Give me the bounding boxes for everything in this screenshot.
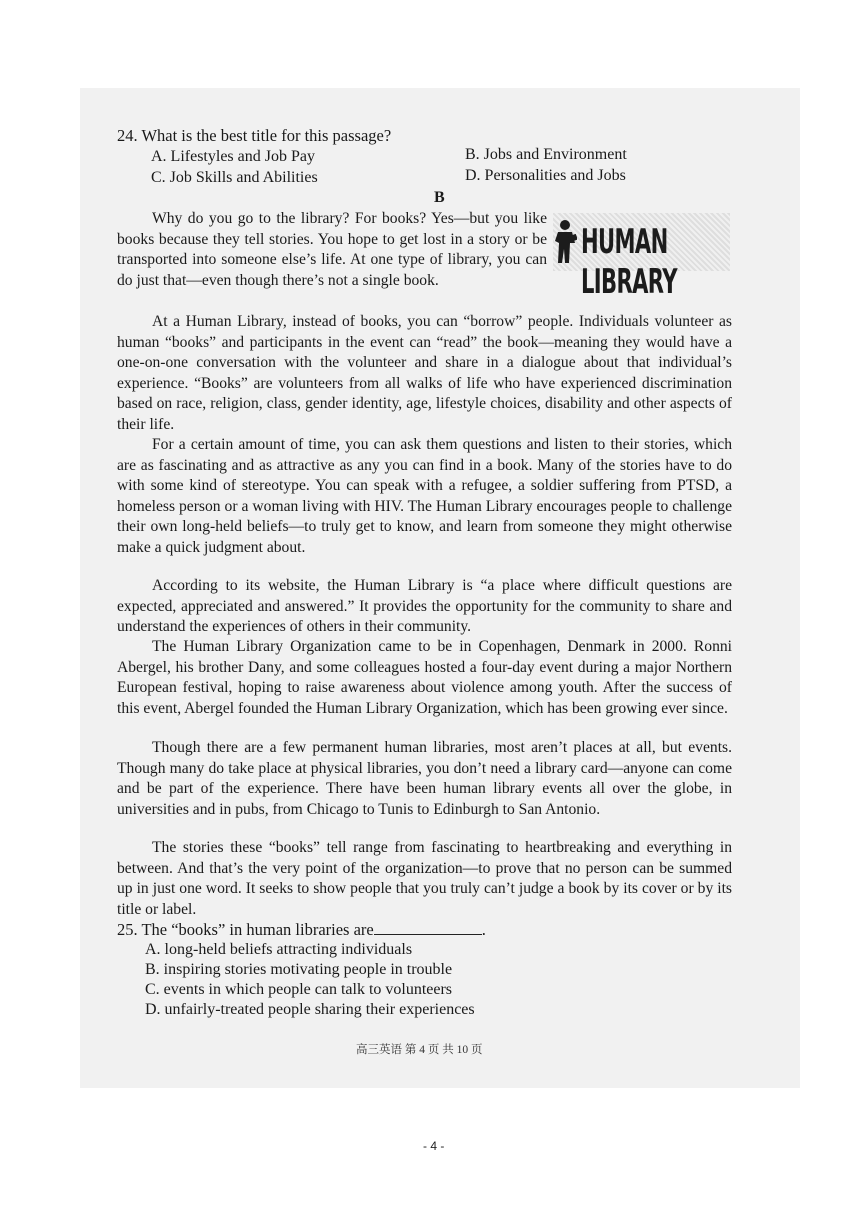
question-24-stem — [117, 126, 391, 146]
human-library-logo — [553, 213, 730, 302]
q25-option-d: D. unfairly-treated people sharing their experiences — [145, 1001, 475, 1018]
person-icon — [555, 219, 577, 265]
passage-paragraph-6: Though there are a few permanent human libraries, most aren’t places at all, but events. Though many do take place at physical libraries, you don’t need a library card—anyone can come and be part of the experience. There have been human library events all over the globe, in universities and in pubs, from Chicago to Tunis to Edinburgh to San Antonio. — [117, 739, 732, 818]
logo-text: HUMAN LIBRARY — [581, 222, 677, 302]
q24-option-b: B. Jobs and Environment — [465, 146, 627, 163]
passage-paragraph-4: According to its website, the Human Library is “a place where difficult questions are expected, appreciated and answered.” It provides the opportunity for the community to share and understand the experiences of others in their community. — [117, 577, 732, 636]
passage-paragraph-2: At a Human Library, instead of books, you can “borrow” people. Individuals volunteer as human “books” and participants in the event can “read” the book—meaning they would have a one-on-one conversation with the volunteer and share in a dialogue about that individual’s experience. “Books” are volunteers from all walks of life who have experienced discrimination based on race, religion, class, gender identity, age, lifestyle choices, disability and other aspects of their life. — [117, 313, 732, 433]
q25-option-c: C. events in which people can talk to volunteers — [145, 981, 453, 998]
page-footer: 高三英语 第 4 页 共 10 页 — [356, 1044, 483, 1056]
q25-option-a: A. long-held beliefs attracting individuals — [145, 941, 413, 958]
passage-paragraph-7: The stories these “books” tell range from fascinating to heartbreaking and everything in between. And that’s the very point of the organization—to prove that no person can be summed up in just one word. It seeks to show people that you truly can’t judge a book by its cover or by its title or label. — [117, 839, 732, 918]
question-25-period: . — [481, 920, 486, 939]
passage-paragraph-3: For a certain amount of time, you can ask them questions and listen to their stories, which are as fascinating and as attractive as any you can find in a book. Many of the stories have to do with some kind of stereotype. You can speak with a refugee, a soldier suffering from PTSD, a homeless person or a woman living with HIV. The Human Library encourages people to challenge their own long-held beliefs—to truly get to know, and learn from someone they might otherwise make a quick judgment about. — [117, 436, 732, 556]
section-heading: B — [434, 189, 445, 206]
q24-option-d: D. Personalities and Jobs — [465, 167, 626, 184]
question-24-number: 24. — [117, 126, 138, 145]
passage-paragraph-1: Why do you go to the library? For books? Yes—but you like books because they tell stories. You hope to get lost in a story or be transported into someone else’s life. At one type of library, you can do just that—even though there’s not a single book. — [117, 210, 547, 289]
passage-paragraph-5: The Human Library Organization came to be in Copenhagen, Denmark in 2000. Ronni Abergel, his brother Dany, and some colleagues hosted a four-day event during a major Northern European festival, hoping to raise awareness about violence among youth. After the success of this event, Abergel founded the Human Library Organization, which has been growing ever since. — [117, 638, 732, 717]
question-24-text: What is the best title for this passage? — [141, 126, 392, 145]
answer-blank — [374, 920, 482, 935]
q24-option-a: A. Lifestyles and Job Pay — [151, 148, 315, 165]
q24-option-c: C. Job Skills and Abilities — [151, 169, 318, 186]
question-25-stem — [117, 920, 486, 940]
q25-option-b: B. inspiring stories motivating people in trouble — [145, 961, 453, 978]
page-number: - 4 - — [423, 1139, 445, 1153]
question-25-text: 25. The “books” in human libraries are — [117, 920, 374, 939]
